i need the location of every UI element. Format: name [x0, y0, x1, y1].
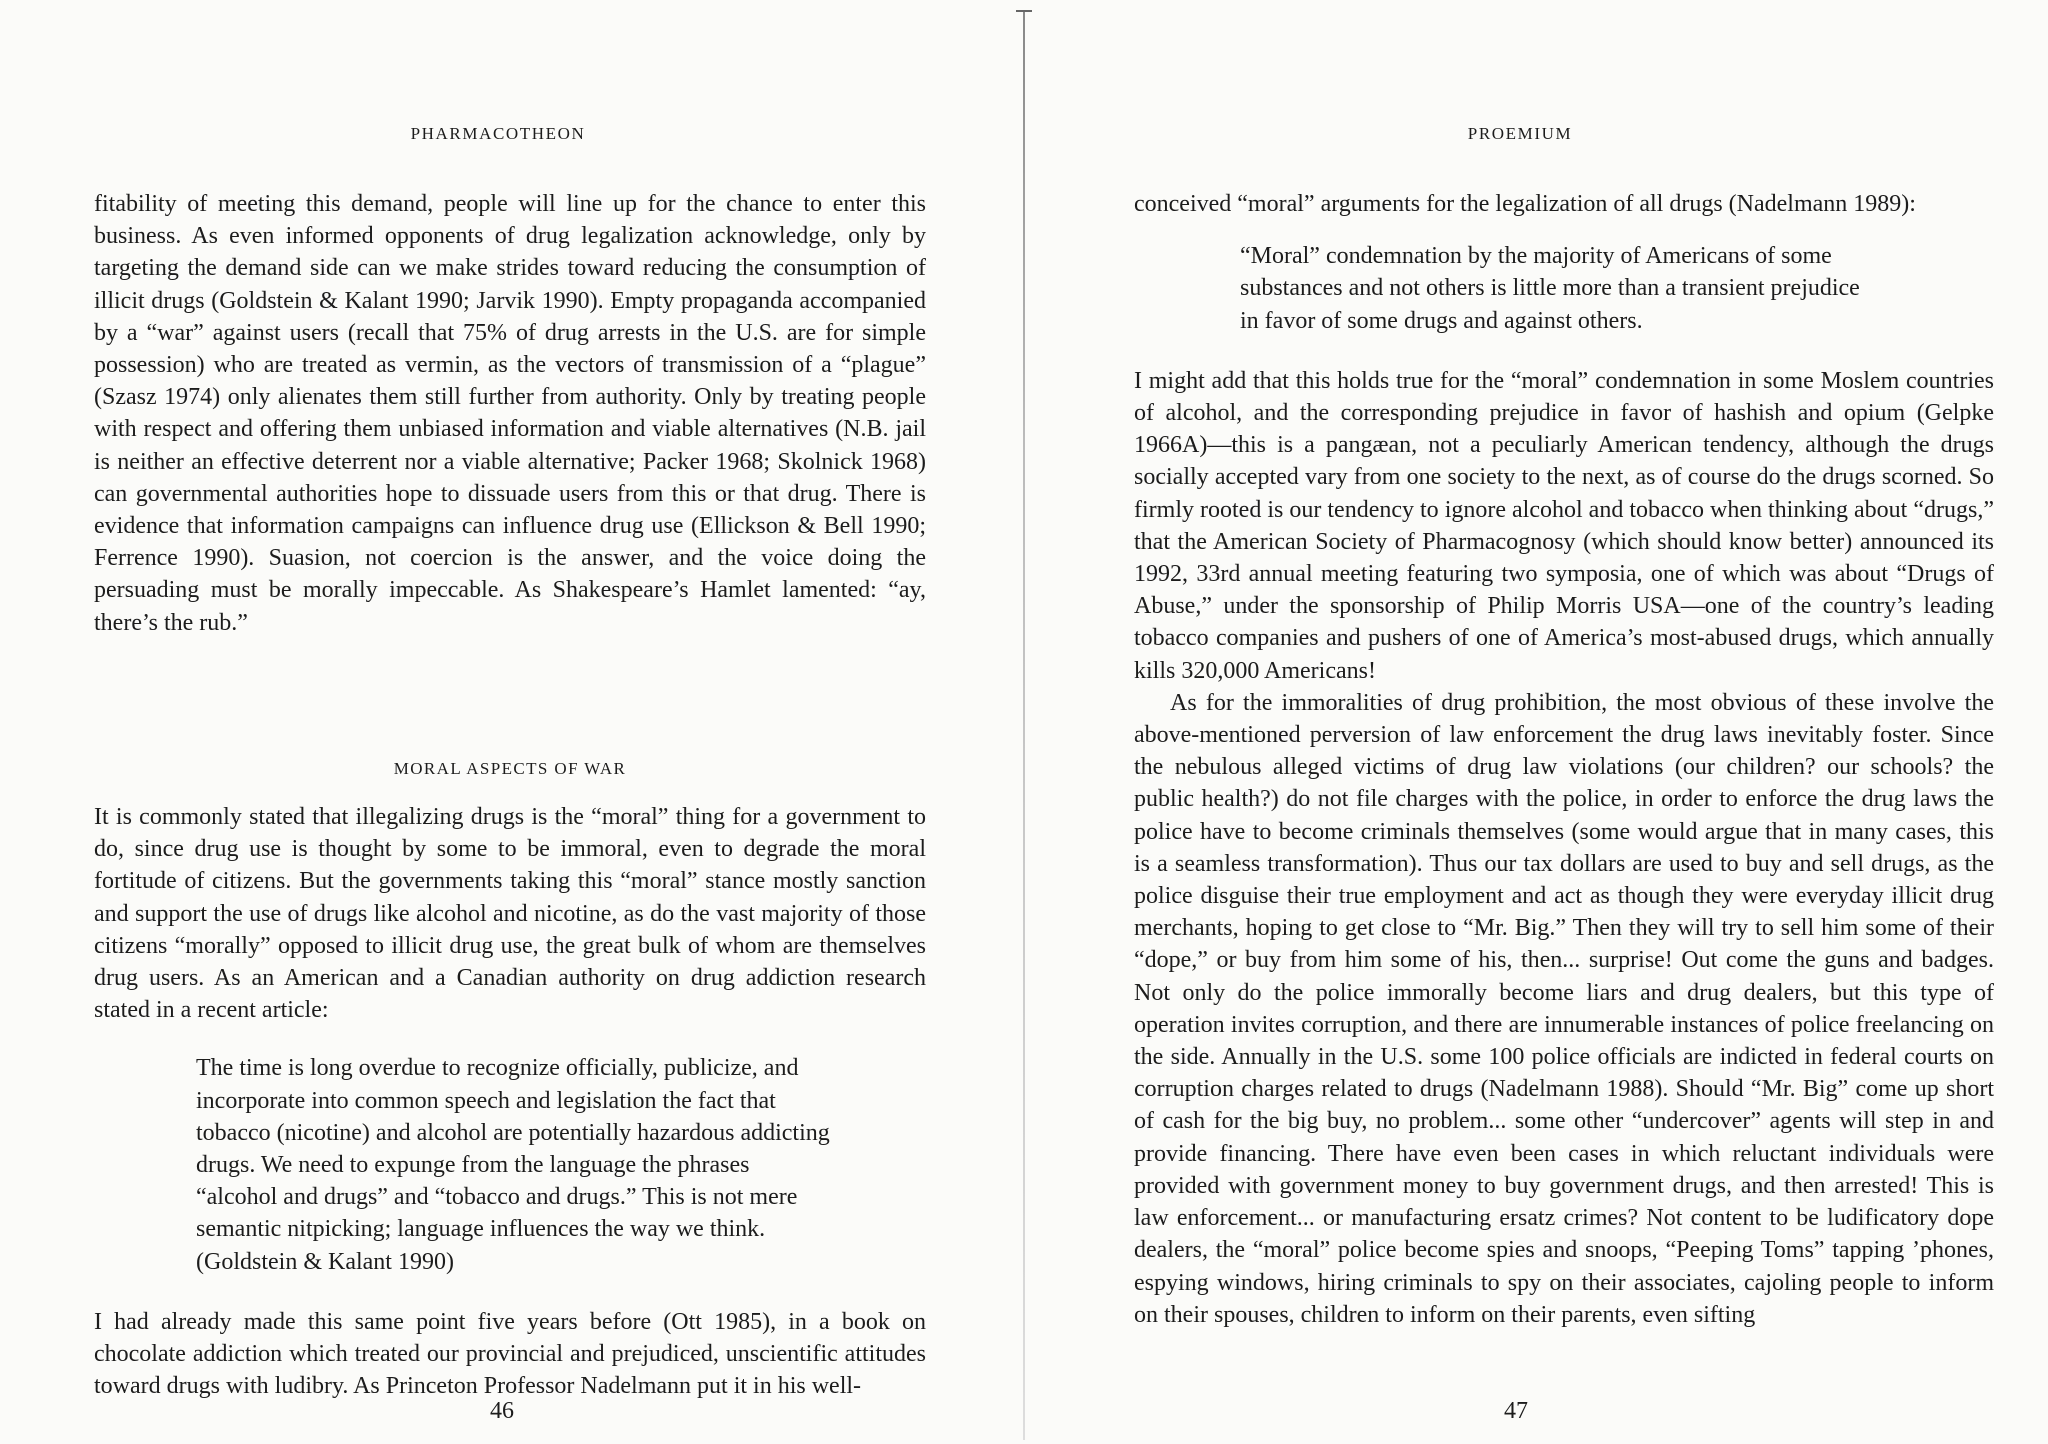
left-paragraph-3: I had already made this same point five years before (Ott 1985), in a book on chocolate addiction which treated our provincial and prejudiced, unscientific attitudes toward drugs with ludibry. As Princeton Professor Nadelmann put it in his well-: [94, 1308, 926, 1400]
left-page: [0, 0, 1020, 1444]
right-page-body: [1134, 188, 1994, 1331]
right-paragraph-2: I might add that this holds true for the “moral” condemnation in some Moslem countries of alcohol, and the corresponding prejudice in favor of hashish and opium (Gelpke 1966A)—this is a pangæan, not a peculiarly American tendency, although the drugs socially accepted vary from one society to the next, as of course do the drugs scorned. So firmly rooted is our tendency to ignore alcohol and tobacco when thinking about “drugs,” that the American Society of Pharmacognosy (which should know better) announced its 1992, 33rd annual meeting featuring two symposia, one of which was about “Drugs of Abuse,” under the sponsorship of Philip Morris USA—one of the country’s leading tobacco companies and pushers of one of America’s most-abused drugs, which annually kills 320,000 Americans!: [1134, 367, 1994, 684]
left-block-quote: The time is long overdue to recognize officially, publicize, and incorporate into common speech and legislation the fact that tobacco (nicotine) and alcohol are potentially hazardous addicting drugs. We need to expunge from the language the phrases “alcohol and drugs” and “tobacco and drugs.” This is not mere semantic nitpicking; language influences the way we think. (Goldstein & Kalant 1990): [196, 1055, 830, 1275]
right-paragraph-3: As for the immoralities of drug prohibition, the most obvious of these involve the above-mentioned perversion of law enforcement the drug laws inevitably foster. Since the nebulous alleged victims of drug law violations (our children? our schools? the public health?) do not file charges with the police, in order to enforce the drug laws the police have to become criminals themselves (some would argue that in many cases, this is a seamless transformation). Thus our tax dollars are used to buy and sell drugs, as the police disguise their true employment and act as though they were everyday illicit drug merchants, hoping to get close to “Mr. Big.” Then they will try to sell him some of their “dope,” or buy from him some of his, then... surprise! Out come the guns and badges. Not only do the police immorally become liars and drug dealers, but this type of operation invites corruption, and there are innumerable instances of police freelancing on the side. Annually in the U.S. some 100 police officials are indicted in federal courts on corruption charges related to drugs (Nadelmann 1988). Should “Mr. Big” come up short of cash for the big buy, no problem... some other “undercover” agents will step in and provide financing. There have even been cases in which reluctant individuals were provided with government money to buy government drugs, and then arrested! This is law enforcement... or manufacturing ersatz crimes? Not content to be ludificatory dope dealers, the “moral” police become spies and snoops, “Peeping Toms” tapping ’phones, espying windows, hiring criminals to spy on their associates, cajoling people to inform on their spouses, children to inform on their parents, even sifting: [1134, 689, 1994, 1328]
left-paragraph-1: fitability of meeting this demand, people will line up for the chance to enter this business. As even informed opponents of drug legalization acknowledge, only by targeting the demand side can we make strides toward reducing the consumption of illicit drugs (Goldstein & Kalant 1990; Jarvik 1990). Empty propaganda accompanied by a “war” against users (recall that 75% of drug arrests in the U.S. are for simple possession) who are treated as vermin, as the vectors of transmission of a “plague” (Szasz 1974) only alienates them still further from authority. Only by treating people with respect and offering them unbiased information and viable alternatives (N.B. jail is neither an effective deterrent nor a viable alternative; Packer 1968; Skolnick 1968) can governmental authorities hope to dissuade users from this or that drug. There is evidence that information campaigns can influence drug use (Ellickson & Bell 1990; Ferrence 1990). Suasion, not coercion is the answer, and the voice doing the persuading must be morally impeccable. As Shakespeare’s Hamlet lamented: “ay, there’s the rub.”: [94, 191, 926, 636]
left-page-body: [94, 188, 926, 1403]
page-number-right: 47: [1504, 1398, 1528, 1424]
left-paragraph-2: It is commonly stated that illegalizing drugs is the “moral” thing for a government to do, since drug use is thought by some to be immoral, even to degrade the moral fortitude of citizens. But the governments taking this “moral” stance mostly sanction and support the use of drugs like alcohol and nicotine, as do the vast majority of those citizens “morally” opposed to illicit drug use, the great bulk of whom are themselves drug users. As an American and a Canadian authority on drug addiction research stated in a recent article:: [94, 804, 926, 1024]
right-block-quote: “Moral” condemnation by the majority of Americans of some substances and not others is little more than a transient prejudice in favor of some drugs and against others.: [1240, 243, 1860, 334]
running-head-left: PHARMACOTHEON: [410, 124, 586, 143]
book-gutter: [1023, 10, 1025, 1440]
running-head-right: PROEMIUM: [1467, 124, 1573, 143]
page-number-left: 46: [490, 1398, 514, 1424]
section-heading: MORAL ASPECTS OF WAR: [393, 758, 627, 778]
right-paragraph-1: conceived “moral” arguments for the legalization of all drugs (Nadelmann 1989):: [1134, 191, 1916, 217]
right-page: [1028, 0, 2048, 1444]
